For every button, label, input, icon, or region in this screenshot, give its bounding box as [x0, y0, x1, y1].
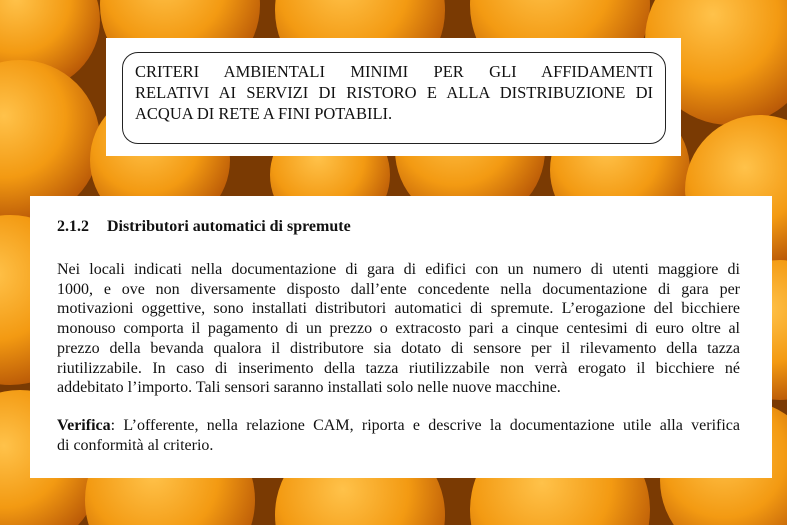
paragraph-line: motivazioni oggettive, sono installati distributori automatici di spremute. L’erogazione del bicchiere — [57, 300, 740, 318]
paragraph-line: riutilizzabile. In caso di inserimento della tazza riutilizzabile non verrà erogato il bicchiere né — [57, 359, 740, 377]
verifica-line — [57, 416, 740, 436]
paragraph-line: Nei locali indicati nella documentazione di gara di edifici con un numero di utenti maggiore di — [57, 261, 740, 278]
title-line: RELATIVI AI SERVIZI DI RISTORO E ALLA DISTRIBUZIONE DI — [135, 83, 653, 102]
title-line: ACQUA DI RETE A FINI POTABILI. — [135, 104, 393, 123]
title-card — [106, 38, 681, 156]
criterion-card — [30, 196, 772, 478]
verifica-label: Verifica — [57, 417, 111, 434]
section-number: 2.1.2 — [57, 218, 89, 235]
verifica-line: di conformità al criterio. — [57, 436, 214, 454]
title-line: CRITERI AMBIENTALI MINIMI PER GLI AFFIDAMENTI — [135, 62, 653, 81]
paragraph-line: 1000, e ove non diversamente disposto dall’ente concedente nella documentazione di gara per — [57, 280, 740, 298]
verifica-text: : L’offerente, nella relazione CAM, riporta e descrive la documentazione utile alla verifica — [110, 417, 740, 434]
paragraph-line: monouso comporta il pagamento di un prezzo o extracosto pari a cinque centesimi di euro oltre al — [57, 320, 740, 338]
verifica-paragraph — [57, 416, 740, 455]
section-heading — [57, 218, 351, 236]
paragraph-line: addebitato l’importo. Tali sensori saranno installati solo nelle nuove macchine. — [57, 379, 561, 397]
section-title: Distributori automatici di spremute — [107, 218, 351, 235]
title-box — [122, 52, 666, 144]
criterion-paragraph — [57, 260, 740, 398]
paragraph-line: prezzo della bevanda qualora il distributore sia dotato di sensore per il rilevamento della tazza — [57, 339, 740, 357]
